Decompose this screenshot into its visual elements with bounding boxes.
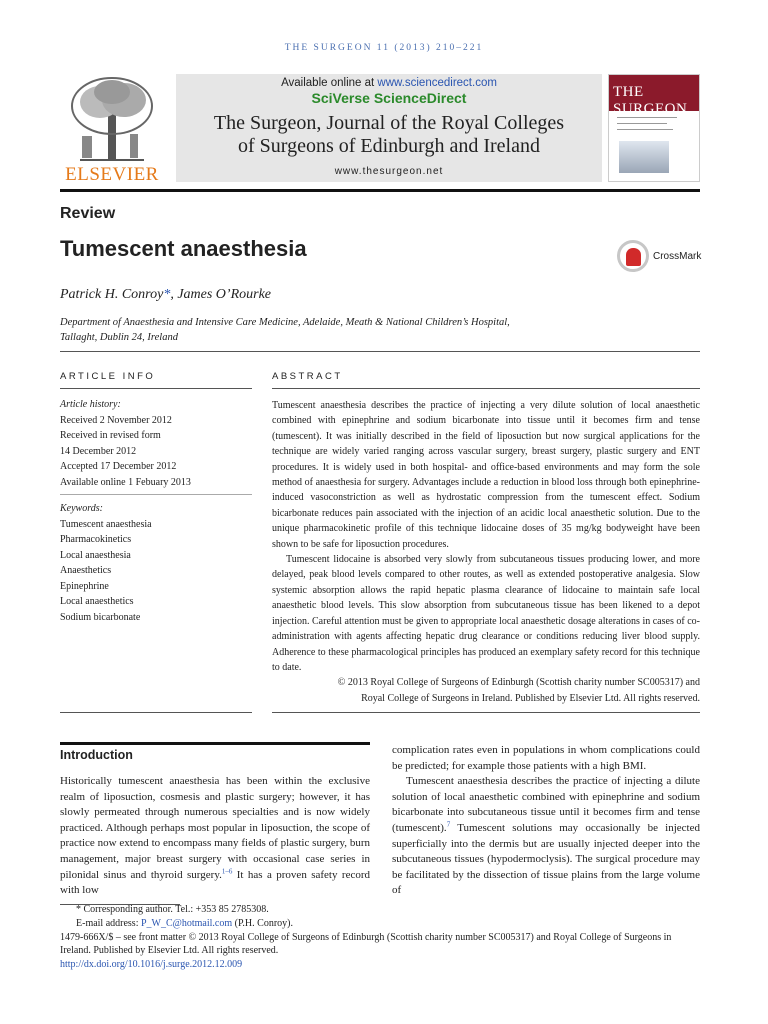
journal-cover-image — [608, 74, 700, 182]
body-text: Historically tumescent anaesthesia has been within the exclusive realm of liposuction, cosmesis and plastic surgery; however, it has slowly permeated through numerous specialties and is now widely practiced. Although perhaps most popular in liposuction, the scope of practice now extend to encompass many fields of plastic surgery, burn management, major breast surgery with occasional case series in pilonidal sinus and thyroid surgery. — [60, 775, 370, 881]
corresponding-author-link[interactable]: * — [163, 287, 171, 302]
keyword: Pharmacokinetics — [60, 534, 132, 545]
abstract-paragraph: Tumescent lidocaine is absorbed very slowly from subcutaneous tissues producing lower, and more delayed, peak blood levels compared to other routes, as well as extended postoperative analgesia. Slow systemic absorption allows the rapid hepatic plasma clearance of lidocaine to maintain safe local anaesthetic blood levels. This slow absorption from subcutaneous tissue has been likened to a depot injection. Careful attention must be given to appropriate local anaesthetic dosage alterations in cases of co-administration with agents affecting hepatic drug clearance or conditions reducing liver blood supply. Adherence to these pharmacological principles has produced an exemplary safety record for this technique to date. — [272, 554, 700, 673]
history-label: Article history: — [60, 399, 121, 410]
article-info-heading: ARTICLE INFO — [60, 371, 156, 382]
author-name: Patrick H. Conroy — [60, 287, 164, 302]
keyword: Local anaesthetics — [60, 596, 134, 607]
sciverse-logo: SciVerse ScienceDirect — [311, 90, 467, 106]
crossmark-button[interactable] — [617, 240, 707, 276]
keyword: Local anaesthesia — [60, 549, 131, 561]
body-text: Tumescent anaesthesia describes the practice of injecting a dilute solution of local anaesthetic combined with epinephrine and sodium bicarbonate into subcutaneous tissue until it becomes firm and tense (tumescent). — [392, 775, 700, 834]
crossmark-icon — [617, 240, 649, 272]
abstract-bottom-rule — [272, 712, 700, 713]
history-item: Accepted 17 December 2012 — [60, 461, 177, 472]
info-rule — [60, 388, 252, 389]
history-item: Available online 1 Febuary 2013 — [60, 476, 191, 488]
section-rule — [60, 351, 700, 352]
email-label: E-mail address: — [76, 917, 141, 929]
keywords-label: Keywords: — [60, 503, 103, 514]
keyword: Epinephrine — [60, 580, 109, 592]
header-rule — [60, 189, 700, 192]
history-item: 14 December 2012 — [60, 445, 137, 457]
abstract-heading: ABSTRACT — [272, 371, 343, 382]
front-matter: 1479-666X/$ – see front matter © 2013 Royal College of Surgeons of Edinburgh (Scottish charity number SC005317) and Royal College of Surgeons in Ireland. Published by Elsevier Ltd. All rights reserved. — [60, 931, 672, 957]
keyword: Tumescent anaesthesia — [60, 518, 152, 530]
article-type: Review — [60, 205, 116, 222]
corresponding-author-note: * Corresponding author. Tel.: +353 85 2785308. — [76, 904, 269, 915]
email-suffix: (P.H. Conroy). — [232, 917, 293, 929]
elsevier-tree-logo — [60, 74, 164, 164]
author-separator: , — [170, 287, 178, 302]
crossmark-icon-inner — [626, 248, 641, 266]
body-paragraph — [392, 774, 700, 899]
affiliation — [60, 315, 620, 345]
authors — [60, 287, 271, 303]
keyword: Sodium bicarbonate — [60, 611, 141, 623]
abstract-paragraph: Tumescent anaesthesia describes the practice of injecting a very dilute solution of local anaesthetic combined with epinephrine and sodium bicarbonate into tissue until it becomes firm and tense (tumescent). It was initially described in the field of liposuction but now surgical applications for the technique are widely varied ranging across vascular surgery, breast surgery, plastic surgery and ENT procedures. It is widely used in both hospital- and office-based environments and may form the sole method of anaesthesia for surgery. Advantages include a reduction in blood loss through both epinephrine-induced vasoconstriction as well as hydrostatic compression from the tumescent effect. Sodium bicarbonate reduces pain associated with the injection of an acidic local anaesthetic solution. Due to the unique pharmacokinetic profile of this technique lidocaine doses of 35 mg/kg bodyweight have been shown to be safe for liposuction procedures. — [272, 400, 700, 550]
introduction-column-right — [392, 743, 700, 899]
crossmark-label: CrossMark — [653, 251, 702, 262]
cover-line — [617, 129, 673, 130]
footnotes — [60, 903, 700, 972]
email-note — [60, 917, 700, 931]
introduction-heading: Introduction — [60, 748, 133, 762]
introduction-rule — [60, 742, 370, 745]
introduction-body — [60, 774, 370, 899]
cover-line — [617, 117, 677, 118]
journal-banner — [176, 74, 602, 182]
journal-title-line1: The Surgeon, Journal of the Royal Colleges — [213, 112, 565, 134]
info-bottom-rule — [60, 712, 252, 713]
reference-link[interactable]: 7 — [446, 820, 451, 829]
affiliation-line: Tallaght, Dublin 24, Ireland — [60, 332, 178, 343]
article-title: Tumescent anaesthesia — [60, 236, 307, 261]
body-paragraph — [60, 774, 370, 899]
author-name: James O’Rourke — [177, 287, 271, 302]
cover-line — [617, 123, 667, 124]
doi-link[interactable]: http://dx.doi.org/10.1016/j.surge.2012.12.009 — [60, 959, 243, 971]
body-text: It has a proven safety record with low — [60, 868, 370, 897]
history-item: Received in revised form — [60, 430, 161, 441]
history-item: Received 2 November 2012 — [60, 414, 172, 426]
available-online-label: Available online at — [281, 77, 378, 89]
cover-title: THE SURGEON — [613, 84, 688, 117]
journal-title-line2: of Surgeons of Edinburgh and Ireland — [238, 135, 540, 157]
affiliation-line: Department of Anaesthesia and Intensive Care Medicine, Adelaide, Meath & National Children’s Hospital, — [60, 317, 510, 328]
keywords-rule — [60, 494, 252, 495]
copyright-line: © 2013 Royal College of Surgeons of Edinburgh (Scottish charity number SC005317) and — [337, 677, 700, 689]
keywords — [60, 501, 252, 625]
cover-photo — [619, 141, 669, 173]
keyword: Anaesthetics — [60, 565, 112, 576]
running-head: THE SURGEON 11 (2013) 210–221 — [284, 43, 484, 53]
journal-url[interactable]: www.thesurgeon.net — [334, 166, 444, 177]
body-paragraph: complication rates even in populations in whom complications could be predicted; for example those patients with a high BMI. — [392, 744, 700, 772]
masthead — [60, 74, 700, 185]
body-text: Tumescent solutions may occasionally be injected superficially into the dermis but are usually injected deeper into the subcutaneous tissues (hypodermoclysis). The surgical procedure may be facilitated by the dissection of tissue plains from the large volume of — [392, 821, 700, 897]
article-history — [60, 397, 252, 490]
introduction-column-left — [60, 742, 370, 899]
copyright-line: Royal College of Surgeons in Ireland. Published by Elsevier Ltd. All rights reserved. — [361, 692, 700, 704]
email-link[interactable]: P_W_C@hotmail.com — [140, 917, 233, 929]
available-online — [176, 77, 602, 89]
journal-title — [176, 112, 602, 158]
reference-link[interactable]: 1–6 — [221, 866, 233, 875]
sciencedirect-link[interactable]: www.sciencedirect.com — [377, 77, 497, 89]
abstract-rule — [272, 388, 700, 389]
abstract-text — [272, 398, 700, 706]
elsevier-logo-text: ELSEVIER — [65, 164, 159, 185]
